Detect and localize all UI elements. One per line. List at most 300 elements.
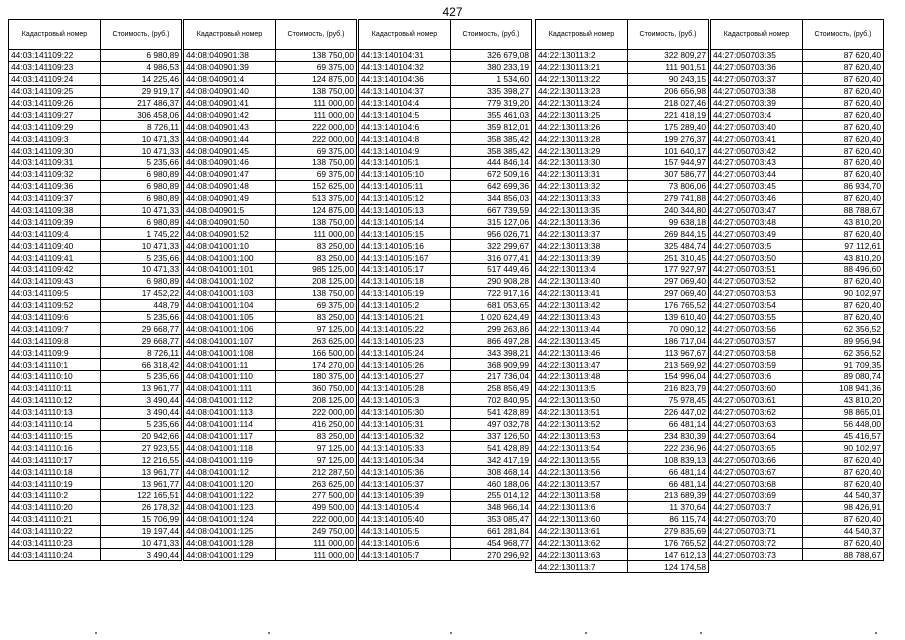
cost-cell: 176 765,52	[628, 537, 709, 549]
cost-cell: 956 026,71	[451, 228, 532, 240]
table-row	[536, 287, 709, 299]
cost-cell: 6 980,89	[101, 168, 182, 180]
cost-cell: 111 000,00	[276, 228, 357, 240]
table-row	[359, 216, 532, 228]
table-row	[9, 180, 182, 192]
table-row	[359, 311, 532, 323]
cost-cell: 87 620,40	[803, 73, 884, 85]
cadastral-number-cell: 44:22:130113:32	[536, 180, 628, 192]
cadastral-number-cell: 44:08:040901:49	[184, 192, 276, 204]
cost-cell: 44 540,37	[803, 489, 884, 501]
table-row	[711, 180, 884, 192]
table-row	[184, 275, 357, 287]
cadastral-number-cell: 44:27:050703:35	[711, 50, 803, 62]
cadastral-number-cell: 44:13:140105:37	[359, 478, 451, 490]
table-row	[711, 216, 884, 228]
table-row	[711, 133, 884, 145]
cadastral-number-cell: 44:03:141110:11	[9, 382, 101, 394]
table-row	[536, 371, 709, 383]
cadastral-number-cell: 44:22:130113:29	[536, 145, 628, 157]
cadastral-number-cell: 44:27:050703:62	[711, 406, 803, 418]
cadastral-number-cell: 44:08:041001:108	[184, 347, 276, 359]
table-row	[536, 133, 709, 145]
cadastral-number-cell: 44:08:040901:45	[184, 145, 276, 157]
table-row	[359, 287, 532, 299]
table-row	[536, 418, 709, 430]
cost-cell: 216 823,79	[628, 382, 709, 394]
cost-cell: 10 471,33	[101, 264, 182, 276]
cadastral-number-cell: 44:13:140104:31	[359, 50, 451, 62]
cadastral-number-cell: 44:03:141110:19	[9, 478, 101, 490]
cadastral-number-cell: 44:22:130113:24	[536, 97, 628, 109]
table-row	[184, 489, 357, 501]
cost-cell: 86 115,74	[628, 513, 709, 525]
table-row	[536, 478, 709, 490]
table-row	[9, 347, 182, 359]
cost-cell: 90 243,15	[628, 73, 709, 85]
cost-cell: 8 726,11	[101, 347, 182, 359]
table-row	[359, 549, 532, 561]
table-row	[9, 299, 182, 311]
table-row	[711, 121, 884, 133]
cost-cell: 98 426,91	[803, 501, 884, 513]
table-row	[9, 145, 182, 157]
cost-cell: 87 620,40	[803, 97, 884, 109]
cost-cell: 176 765,52	[628, 299, 709, 311]
cadastral-number-cell: 44:03:141109:36	[9, 180, 101, 192]
table-row	[359, 454, 532, 466]
cost-cell: 221 418,19	[628, 109, 709, 121]
cadastral-number-cell: 44:08:041001:119	[184, 454, 276, 466]
cadastral-number-cell: 44:27:050703:70	[711, 513, 803, 525]
cadastral-number-cell: 44:13:140104:8	[359, 133, 451, 145]
table-row	[9, 513, 182, 525]
table-row	[711, 537, 884, 549]
cost-cell: 270 296,92	[451, 549, 532, 561]
cadastral-number-cell: 44:03:141109:22	[9, 50, 101, 62]
table-row	[9, 121, 182, 133]
table-row	[9, 85, 182, 97]
cost-cell: 20 942,66	[101, 430, 182, 442]
table-row	[536, 359, 709, 371]
cadastral-number-cell: 44:08:041001:110	[184, 371, 276, 383]
cost-cell: 263 625,00	[276, 335, 357, 347]
table-row	[359, 157, 532, 169]
table-row	[536, 121, 709, 133]
cadastral-number-cell: 44:03:141109:42	[9, 264, 101, 276]
cost-cell: 13 961,77	[101, 466, 182, 478]
cost-cell: 166 500,00	[276, 347, 357, 359]
cadastral-number-cell: 44:08:041001:120	[184, 478, 276, 490]
table-row	[359, 347, 532, 359]
cost-cell: 355 461,03	[451, 109, 532, 121]
cadastral-number-cell: 44:03:141109:4	[9, 228, 101, 240]
table-row	[184, 168, 357, 180]
cadastral-number-cell: 44:08:041001:105	[184, 311, 276, 323]
table-row	[711, 97, 884, 109]
cadastral-number-cell: 44:13:140105:15	[359, 228, 451, 240]
cadastral-number-cell: 44:08:041001:12	[184, 466, 276, 478]
table-row	[711, 454, 884, 466]
table-row	[536, 513, 709, 525]
table-row	[9, 157, 182, 169]
table-row	[536, 61, 709, 73]
cost-cell: 175 289,40	[628, 121, 709, 133]
cost-cell: 152 625,00	[276, 180, 357, 192]
cadastral-number-cell: 44:08:041001:100	[184, 252, 276, 264]
cadastral-number-cell: 44:22:130113:5	[536, 382, 628, 394]
table-row	[9, 204, 182, 216]
cost-cell: 138 750,00	[276, 216, 357, 228]
cadastral-number-cell: 44:08:041001:111	[184, 382, 276, 394]
cost-cell: 87 620,40	[803, 537, 884, 549]
cadastral-number-cell: 44:08:041001:117	[184, 430, 276, 442]
cost-cell: 279 835,69	[628, 525, 709, 537]
cadastral-number-cell: 44:27:050703:64	[711, 430, 803, 442]
cadastral-number-cell: 44:03:141110:21	[9, 513, 101, 525]
table-row	[9, 97, 182, 109]
cost-cell: 222 000,00	[276, 133, 357, 145]
table-row	[536, 275, 709, 287]
cadastral-number-cell: 44:03:141109:37	[9, 192, 101, 204]
cost-cell: 91 709,35	[803, 359, 884, 371]
cadastral-number-cell: 44:03:141109:31	[9, 157, 101, 169]
cost-cell: 66 318,42	[101, 359, 182, 371]
cost-cell: 174 270,00	[276, 359, 357, 371]
cadastral-number-cell: 44:27:050703:46	[711, 192, 803, 204]
cost-cell: 672 509,16	[451, 168, 532, 180]
cost-cell: 1 534,60	[451, 73, 532, 85]
cadastral-number-cell: 44:03:141110:16	[9, 442, 101, 454]
cost-cell: 124 174,58	[628, 561, 709, 573]
table-row	[711, 442, 884, 454]
table-row	[9, 287, 182, 299]
cadastral-number-cell: 44:13:140105:24	[359, 347, 451, 359]
cadastral-number-cell: 44:22:130113:23	[536, 85, 628, 97]
cadastral-number-cell: 44:08:040901:42	[184, 109, 276, 121]
table-row	[184, 501, 357, 513]
cost-cell: 88 788,67	[803, 204, 884, 216]
cadastral-number-cell: 44:13:140105:7	[359, 549, 451, 561]
cost-cell: 124 875,00	[276, 73, 357, 85]
table-row	[359, 228, 532, 240]
cost-cell: 279 741,88	[628, 192, 709, 204]
table-row	[359, 394, 532, 406]
table-row	[536, 394, 709, 406]
cadastral-number-cell: 44:08:041001:128	[184, 537, 276, 549]
cadastral-number-cell: 44:27:050703:5	[711, 240, 803, 252]
table-row	[9, 406, 182, 418]
cost-cell: 5 235,66	[101, 252, 182, 264]
table-row	[184, 359, 357, 371]
cost-cell: 308 468,14	[451, 466, 532, 478]
cadastral-number-cell: 44:22:130113:31	[536, 168, 628, 180]
table-row	[359, 382, 532, 394]
table-row	[9, 359, 182, 371]
cadastral-number-cell: 44:08:040901:40	[184, 85, 276, 97]
cadastral-number-cell: 44:22:130113:25	[536, 109, 628, 121]
cadastral-number-cell: 44:03:141109:5	[9, 287, 101, 299]
table-row	[184, 406, 357, 418]
table-row	[9, 454, 182, 466]
cost-cell: 87 620,40	[803, 454, 884, 466]
cadastral-number-cell: 44:27:050703:71	[711, 525, 803, 537]
table-row	[359, 335, 532, 347]
table-row	[184, 537, 357, 549]
cost-cell: 448,79	[101, 299, 182, 311]
cost-cell: 87 620,40	[803, 311, 884, 323]
table-row	[359, 252, 532, 264]
cadastral-number-cell: 44:22:130113:4	[536, 264, 628, 276]
cost-cell: 19 197,44	[101, 525, 182, 537]
cost-cell: 101 640,17	[628, 145, 709, 157]
cadastral-number-cell: 44:22:130113:35	[536, 204, 628, 216]
table-row	[9, 228, 182, 240]
cost-cell: 212 287,50	[276, 466, 357, 478]
table-row	[9, 109, 182, 121]
table-row	[184, 323, 357, 335]
cadastral-number-cell: 44:27:050703:38	[711, 85, 803, 97]
table-row	[184, 454, 357, 466]
table-row	[711, 145, 884, 157]
cost-cell: 444 846,14	[451, 157, 532, 169]
cost-cell: 98 865,01	[803, 406, 884, 418]
cadastral-number-cell: 44:13:140105:32	[359, 430, 451, 442]
table-row	[536, 525, 709, 537]
cost-cell: 138 750,00	[276, 157, 357, 169]
table-row	[536, 454, 709, 466]
cost-cell: 138 750,00	[276, 85, 357, 97]
table-row	[359, 299, 532, 311]
cost-cell: 97 125,00	[276, 323, 357, 335]
cost-cell: 325 484,74	[628, 240, 709, 252]
table-row	[536, 228, 709, 240]
cost-cell: 87 620,40	[803, 157, 884, 169]
cadastral-number-cell: 44:22:130113:57	[536, 478, 628, 490]
header-cadastral-number: Кадастровый номер	[359, 20, 451, 50]
cadastral-number-cell: 44:27:050703:49	[711, 228, 803, 240]
cadastral-number-cell: 44:08:040901:52	[184, 228, 276, 240]
cost-cell: 6 980,89	[101, 50, 182, 62]
cost-cell: 10 471,33	[101, 537, 182, 549]
table-row	[9, 216, 182, 228]
cost-cell: 315 127,06	[451, 216, 532, 228]
cost-cell: 87 620,40	[803, 50, 884, 62]
cadastral-number-cell: 44:08:041001:11	[184, 359, 276, 371]
cost-table-5	[710, 19, 884, 561]
cadastral-number-cell: 44:13:140105:23	[359, 335, 451, 347]
table-row	[9, 275, 182, 287]
table-row	[9, 501, 182, 513]
cost-table-2	[183, 19, 357, 561]
cadastral-number-cell: 44:27:050703:55	[711, 311, 803, 323]
cadastral-number-cell: 44:13:140105:5	[359, 525, 451, 537]
cadastral-number-cell: 44:08:041001:101	[184, 264, 276, 276]
header-cadastral-number: Кадастровый номер	[184, 20, 276, 50]
table-row	[711, 85, 884, 97]
table-row	[359, 406, 532, 418]
cost-cell: 208 125,00	[276, 275, 357, 287]
cadastral-number-cell: 44:27:050703:36	[711, 61, 803, 73]
cadastral-number-cell: 44:13:140105:4	[359, 501, 451, 513]
table-row	[184, 513, 357, 525]
cost-cell: 4 986,53	[101, 61, 182, 73]
cadastral-number-cell: 44:03:141109:30	[9, 145, 101, 157]
cost-cell: 6 980,89	[101, 275, 182, 287]
cost-cell: 87 620,40	[803, 299, 884, 311]
table-row	[184, 85, 357, 97]
table-row	[711, 382, 884, 394]
table-row	[9, 382, 182, 394]
cadastral-number-cell: 44:13:140104:5	[359, 109, 451, 121]
cost-cell: 222 000,00	[276, 121, 357, 133]
table-row	[359, 418, 532, 430]
table-row	[9, 525, 182, 537]
table-row	[711, 513, 884, 525]
cost-cell: 147 612,13	[628, 549, 709, 561]
table-row	[9, 335, 182, 347]
cadastral-number-cell: 44:27:050703:54	[711, 299, 803, 311]
cost-cell: 122 165,51	[101, 489, 182, 501]
cadastral-number-cell: 44:13:140105:167	[359, 252, 451, 264]
cost-cell: 240 344,80	[628, 204, 709, 216]
cadastral-number-cell: 44:13:140105:33	[359, 442, 451, 454]
cadastral-number-cell: 44:13:140105:1	[359, 157, 451, 169]
table-row	[711, 299, 884, 311]
table-row	[359, 275, 532, 287]
cadastral-number-cell: 44:27:050703:6	[711, 371, 803, 383]
table-row	[711, 252, 884, 264]
table-row	[711, 489, 884, 501]
cadastral-number-cell: 44:22:130113:63	[536, 549, 628, 561]
table-row	[9, 323, 182, 335]
table-row	[9, 442, 182, 454]
cadastral-number-cell: 44:22:130113:22	[536, 73, 628, 85]
cost-cell: 90 102,97	[803, 442, 884, 454]
cadastral-number-cell: 44:22:130113:53	[536, 430, 628, 442]
cost-cell: 10 471,33	[101, 240, 182, 252]
table-row	[184, 442, 357, 454]
table-row	[9, 192, 182, 204]
cost-cell: 985 125,00	[276, 264, 357, 276]
cadastral-number-cell: 44:08:040901:47	[184, 168, 276, 180]
cost-cell: 226 447,02	[628, 406, 709, 418]
cadastral-number-cell: 44:22:130113:21	[536, 61, 628, 73]
cost-cell: 206 656,98	[628, 85, 709, 97]
cadastral-number-cell: 44:08:041001:129	[184, 549, 276, 561]
table-row	[184, 73, 357, 85]
cost-cell: 337 126,50	[451, 430, 532, 442]
cost-cell: 306 458,06	[101, 109, 182, 121]
cost-cell: 517 449,46	[451, 264, 532, 276]
cost-table-4	[535, 19, 709, 573]
cost-cell: 316 077,41	[451, 252, 532, 264]
cost-cell: 255 014,12	[451, 489, 532, 501]
cadastral-number-cell: 44:13:140104:4	[359, 97, 451, 109]
cost-cell: 66 481,14	[628, 478, 709, 490]
table-row	[536, 430, 709, 442]
table-row	[536, 299, 709, 311]
table-row	[9, 61, 182, 73]
cadastral-number-cell: 44:08:041001:112	[184, 394, 276, 406]
cadastral-number-cell: 44:03:141110:2	[9, 489, 101, 501]
cadastral-number-cell: 44:22:130113:41	[536, 287, 628, 299]
table-row	[9, 133, 182, 145]
cost-cell: 541 428,89	[451, 406, 532, 418]
header-cadastral-number: Кадастровый номер	[536, 20, 628, 50]
table-row	[536, 264, 709, 276]
table-row	[359, 133, 532, 145]
cadastral-number-cell: 44:13:140105:40	[359, 513, 451, 525]
table-row	[536, 168, 709, 180]
cost-cell: 87 620,40	[803, 478, 884, 490]
table-row	[711, 287, 884, 299]
cost-cell: 348 966,14	[451, 501, 532, 513]
cadastral-number-cell: 44:22:130113:33	[536, 192, 628, 204]
cadastral-number-cell: 44:13:140105:28	[359, 382, 451, 394]
table-row	[184, 204, 357, 216]
cadastral-number-cell: 44:08:041001:123	[184, 501, 276, 513]
cost-cell: 326 679,08	[451, 50, 532, 62]
cost-cell: 56 448,00	[803, 418, 884, 430]
cost-cell: 661 281,84	[451, 525, 532, 537]
cadastral-number-cell: 44:03:141109:6	[9, 311, 101, 323]
cost-cell: 83 250,00	[276, 252, 357, 264]
table-row	[711, 501, 884, 513]
header-cost: Стоимость, (руб.)	[803, 20, 884, 50]
cadastral-number-cell: 44:27:050703:52	[711, 275, 803, 287]
cadastral-number-cell: 44:03:141109:39	[9, 216, 101, 228]
cadastral-number-cell: 44:08:040901:38	[184, 50, 276, 62]
cadastral-number-cell: 44:22:130113:44	[536, 323, 628, 335]
cost-cell: 45 416,57	[803, 430, 884, 442]
page-number: 427	[442, 5, 463, 19]
table-row	[536, 549, 709, 561]
cadastral-number-cell: 44:13:140104:9	[359, 145, 451, 157]
cadastral-number-cell: 44:27:050703:48	[711, 216, 803, 228]
cadastral-number-cell: 44:13:140105:3	[359, 394, 451, 406]
cost-cell: 154 996,04	[628, 371, 709, 383]
cadastral-number-cell: 44:08:041001:113	[184, 406, 276, 418]
cadastral-number-cell: 44:13:140105:22	[359, 323, 451, 335]
cost-cell: 27 923,55	[101, 442, 182, 454]
cost-cell: 222 000,00	[276, 513, 357, 525]
table-row	[359, 121, 532, 133]
cadastral-number-cell: 44:22:130113:56	[536, 466, 628, 478]
cost-cell: 269 844,15	[628, 228, 709, 240]
table-row	[711, 240, 884, 252]
table-row	[711, 157, 884, 169]
cost-cell: 499 500,00	[276, 501, 357, 513]
table-row	[184, 121, 357, 133]
cadastral-number-cell: 44:03:141109:52	[9, 299, 101, 311]
table-row	[184, 157, 357, 169]
table-row	[711, 168, 884, 180]
table-row	[536, 145, 709, 157]
cost-cell: 866 497,28	[451, 335, 532, 347]
cost-cell: 6 980,89	[101, 192, 182, 204]
cost-cell: 290 908,28	[451, 275, 532, 287]
cadastral-number-cell: 44:03:141110:14	[9, 418, 101, 430]
cost-cell: 70 090,12	[628, 323, 709, 335]
cost-cell: 513 375,00	[276, 192, 357, 204]
table-row	[711, 192, 884, 204]
table-row	[359, 466, 532, 478]
cost-cell: 217 736,04	[451, 371, 532, 383]
cost-cell: 10 471,33	[101, 145, 182, 157]
cadastral-number-cell: 44:27:050703:73	[711, 549, 803, 561]
cost-cell: 97 125,00	[276, 442, 357, 454]
